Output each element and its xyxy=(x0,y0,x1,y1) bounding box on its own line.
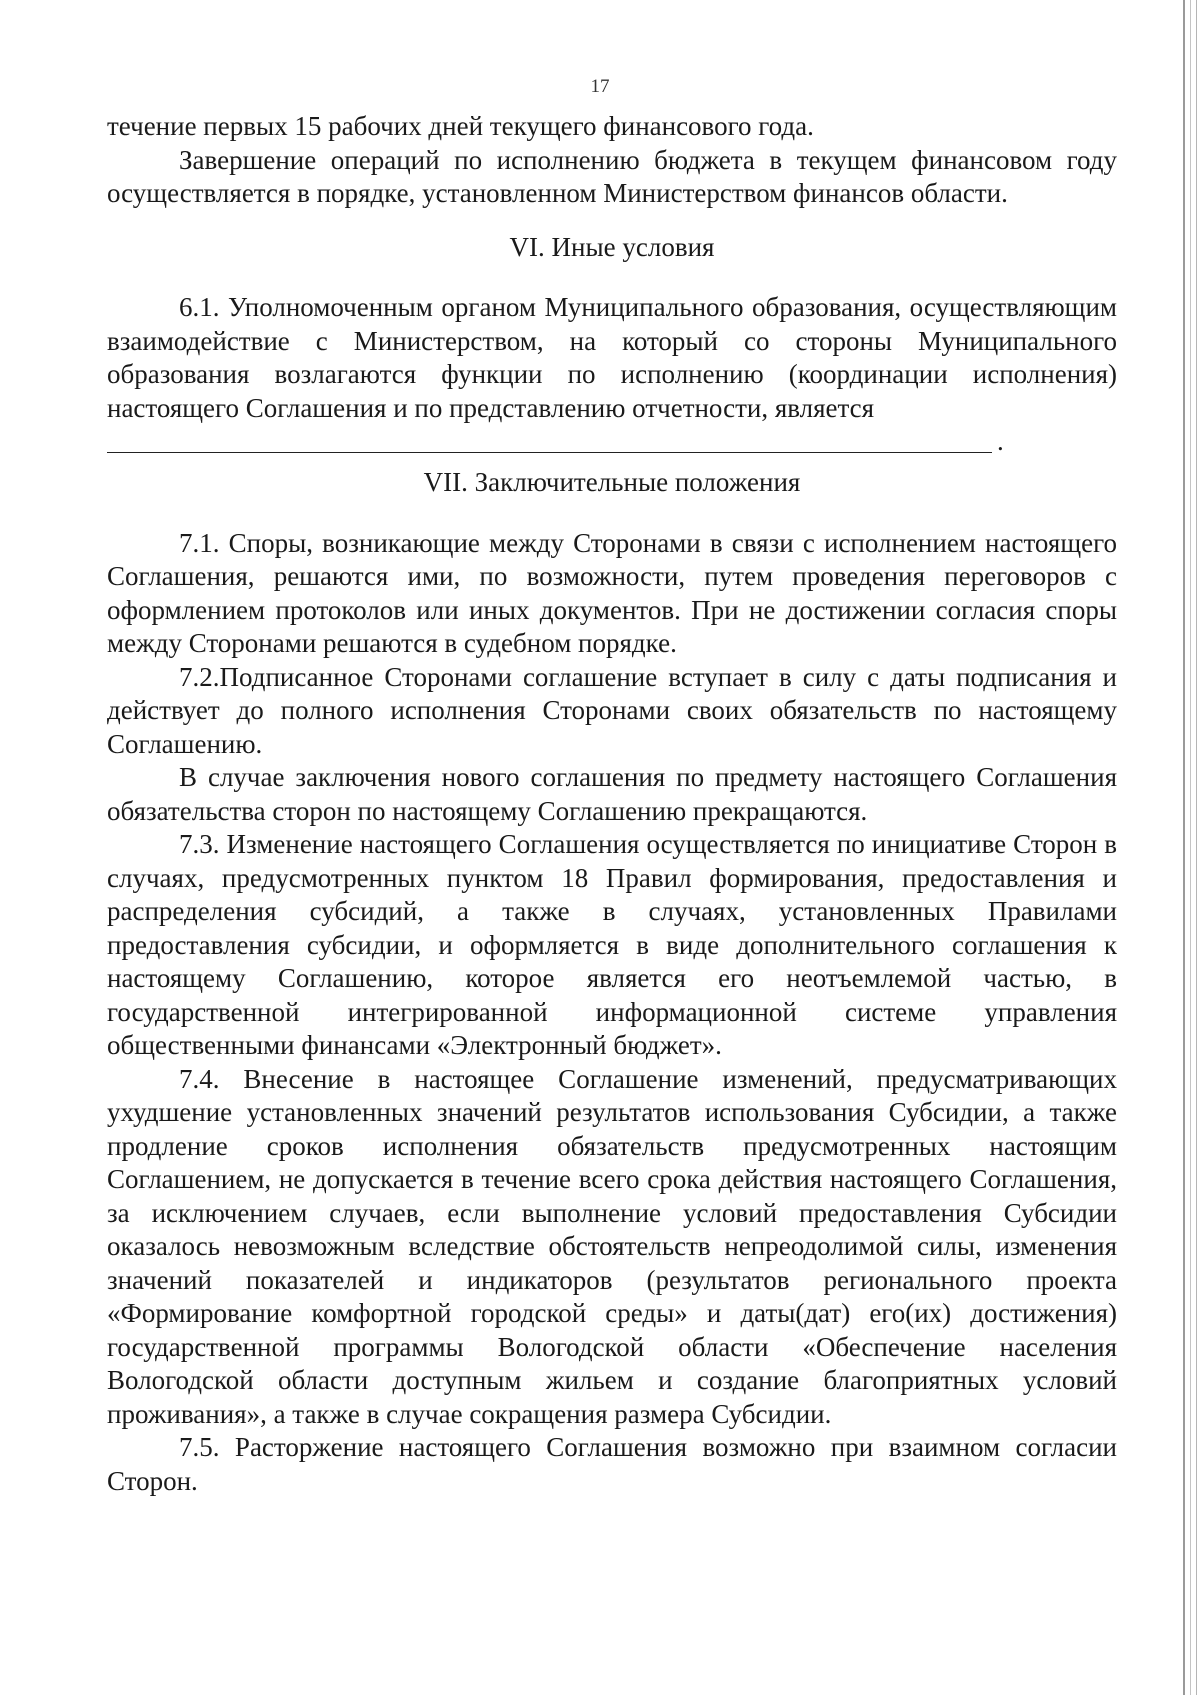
paragraph-continuation: течение первых 15 рабочих дней текущего финансового года. xyxy=(107,111,814,141)
page-number: 17 xyxy=(590,76,610,97)
section-heading-final-provisions: VII. Заключительные положения xyxy=(423,467,801,497)
paragraph-budget-completion: Завершение операций по исполнению бюджета в текущем финансовом году осуществляется в порядке, установленном Министерством финансов области. xyxy=(107,144,1117,208)
paragraph-7-5: 7.5. Расторжение настоящего Соглашения возможно при взаимном согласии Сторон. xyxy=(107,1432,1117,1496)
paragraph-7-1: 7.1. Споры, возникающие между Сторонами в связи с исполнением настоящего Соглашения, решаются ими, по возможности, путем проведения переговоров с оформлением протоколов или иных документов. При не достижении согласия споры между Сторонами решаются в судебном порядке. xyxy=(107,527,1117,658)
paragraph-7-3: 7.3. Изменение настоящего Соглашения осуществляется по инициативе Сторон в случаях, предусмотренных пунктом 18 Правил формирования, предоставления и распределения субсидий, а также в случаях, установленных Правилами предоставления субсидии, и оформляется в виде дополнительного соглашения к настоящему Соглашению, которое является его неотъемлемой частью, в государственной интегрированной информационной системе управления общественными финансами «Электронный бюджет». xyxy=(107,829,1117,1060)
blank-underline xyxy=(107,452,992,453)
scan-edge-line xyxy=(1190,0,1191,1695)
scan-edge-line xyxy=(1196,0,1197,1695)
paragraph-7-2-new-agreement: В случае заключения нового соглашения по предмету настоящего Соглашения обязательства сторон по настоящему Соглашению прекращаются. xyxy=(107,762,1117,826)
blank-end-period: . xyxy=(997,426,1004,456)
scan-edge-line xyxy=(1183,0,1185,1695)
fill-in-blank-line xyxy=(107,425,1117,462)
section-heading-other-conditions: VI. Иные условия xyxy=(509,231,715,262)
document-body xyxy=(107,110,1117,1498)
paragraph-6-1: 6.1. Уполномоченным органом Муниципального образования, осуществляющим взаимодействие с Министерством, на который со стороны Муниципального образования возлагаются функции по исполнению (координации исполнения) настоящего Соглашения и по представлению отчетности, является xyxy=(107,292,1117,423)
paragraph-7-4: 7.4. Внесение в настоящее Соглашение изменений, предусматривающих ухудшение установленных значений результатов использования Субсидии, а также продление сроков исполнения обязательств предусмотренных настоящим Соглашением, не допускается в течение всего срока действия настоящего Соглашения, за исключением случаев, если выполнение условий предоставления Субсидии оказалось невозможным вследствие обстоятельств непреодолимой силы, изменения значений показателей и индикаторов (результатов регионального проекта «Формирование комфортной городской среды» и даты(дат) его(их) достижения) государственной программы Вологодской области «Обеспечение населения Вологодской области доступным жильем и создание благоприятных условий проживания», а также в случае сокращения размера Субсидии. xyxy=(107,1063,1117,1429)
paragraph-7-2: 7.2.Подписанное Сторонами соглашение вступает в силу с даты подписания и действует до полного исполнения Сторонами своих обязательств по настоящему Соглашению. xyxy=(107,661,1117,759)
